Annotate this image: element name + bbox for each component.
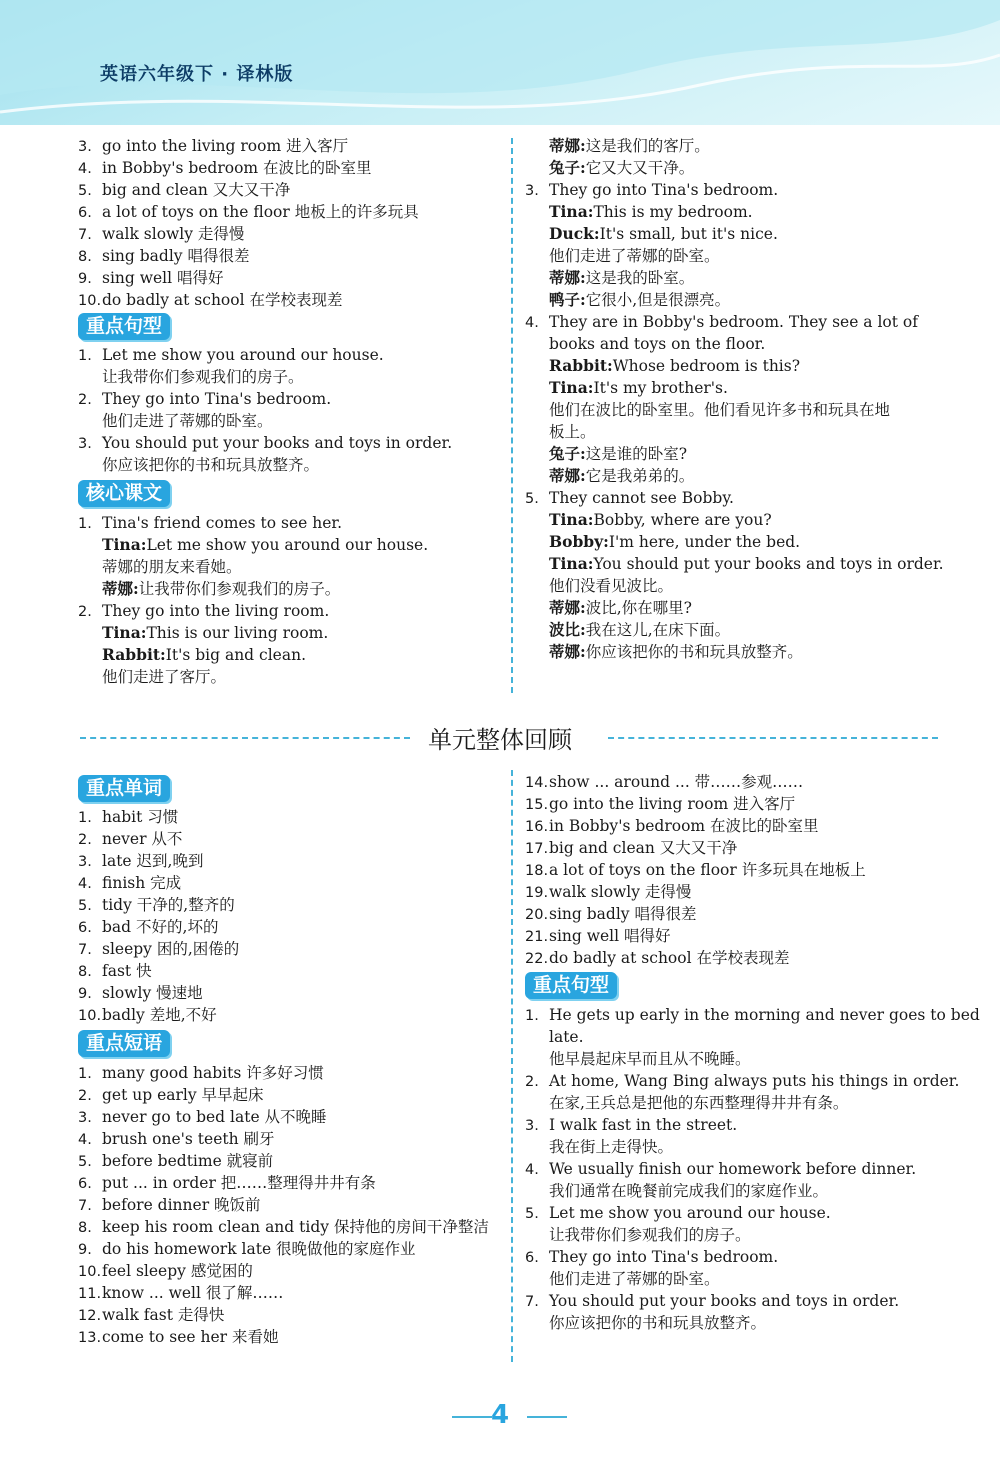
line-text: go into the living room 进入客厅 [102, 137, 349, 155]
phrase-item [78, 289, 342, 312]
text-line [525, 311, 918, 334]
sentence-zh: 你应该把你的书和玩具放整齐。 [102, 456, 320, 474]
item-number: 5. [525, 1206, 539, 1222]
line-text: sing badly 唱得很差 [549, 905, 697, 923]
text-line [549, 333, 765, 355]
item-number: 22. [525, 951, 549, 967]
phrase-item [78, 245, 249, 268]
line-text: never 从不 [102, 830, 183, 848]
text-line [549, 553, 944, 575]
phrase-item [78, 223, 244, 246]
phrase-item [525, 793, 795, 816]
item-number: 5. [78, 1154, 92, 1170]
item-number: 10. [78, 1264, 102, 1280]
item-number: 11. [78, 1286, 102, 1302]
line-text: before dinner 晚饭前 [102, 1196, 261, 1214]
phrase-item [78, 179, 290, 202]
item-number: 5. [525, 491, 539, 507]
line-text: They go into Tina's bedroom. [549, 1248, 779, 1266]
word-item [78, 938, 239, 961]
line-text: habit 习惯 [102, 808, 179, 826]
item-number: 3. [78, 1110, 92, 1126]
speaker-name: Bobby: [549, 532, 609, 551]
line-text: a lot of toys on the floor 地板上的许多玩具 [102, 203, 419, 221]
sentence-zh: 我们通常在晚餐前完成我们的家庭作业。 [549, 1182, 829, 1200]
line-text: badly 差地,不好 [102, 1006, 217, 1024]
speaker-name: 蒂娜: [549, 598, 586, 617]
phrase-item [78, 1326, 279, 1349]
phrase-item [78, 1216, 489, 1239]
column-divider-top [511, 138, 513, 693]
line-text: sing badly 唱得很差 [102, 247, 250, 265]
phrase-item [525, 881, 691, 904]
text-line [549, 641, 803, 663]
item-number: 2. [78, 604, 92, 620]
speaker-line: 这是谁的卧室? [585, 445, 688, 463]
speaker-line: 这是我的卧室。 [585, 269, 695, 287]
item-number: 10. [78, 1008, 102, 1024]
speaker-name: 蒂娜: [549, 268, 586, 287]
speaker-name: 鸭子: [549, 290, 586, 309]
line-text: Let me show you around our house. [549, 1204, 831, 1222]
line-text: You should put your books and toys in order. [549, 1292, 900, 1310]
line-text: many good habits 许多好习惯 [102, 1064, 324, 1082]
line-text: 他们没看见波比。 [549, 577, 674, 595]
text-line [549, 245, 720, 267]
phrase-item [78, 267, 224, 290]
item-number: 21. [525, 929, 549, 945]
book-title: 英语六年级下 · 译林版 [100, 64, 294, 85]
phrase-item [78, 135, 348, 158]
word-item [78, 828, 182, 851]
item-number: 2. [78, 1088, 92, 1104]
line-text: We usually finish our homework before dinner. [549, 1160, 917, 1178]
item-number: 9. [78, 986, 92, 1002]
phrase-item [78, 1084, 264, 1107]
line-text: They cannot see Bobby. [549, 489, 734, 507]
speaker-line: 我在这儿,在床下面。 [585, 621, 731, 639]
item-number: 10. [78, 293, 102, 309]
line-text: brush one's teeth 刷牙 [102, 1130, 275, 1148]
sentence-en [525, 1246, 778, 1269]
speaker-name: Tina: [102, 535, 147, 554]
item-number: 2. [78, 392, 92, 408]
item-number: 15. [525, 797, 549, 813]
sentence-zh: 他们走进了蒂娜的卧室。 [102, 412, 273, 430]
sentence-zh: 让我带你们参观我们的房子。 [102, 368, 304, 386]
sentence-zh: 在家,王兵总是把他的东西整理得井井有条。 [549, 1094, 849, 1112]
line-text: get up early 早早起床 [102, 1086, 264, 1104]
text-line [549, 443, 687, 465]
speaker-name: Tina: [549, 378, 594, 397]
item-number: 1. [78, 348, 92, 364]
line-text: bad 不好的,坏的 [102, 918, 219, 936]
speaker-name: Tina: [549, 554, 594, 573]
item-number: 3. [78, 854, 92, 870]
line-text: do his homework late 很晚做他的家庭作业 [102, 1240, 416, 1258]
line-text: keep his room clean and tidy 保持他的房间干净整洁 [102, 1218, 489, 1236]
line-text: sleepy 困的,困倦的 [102, 940, 240, 958]
item-number: 3. [78, 436, 92, 452]
line-text: feel sleepy 感觉困的 [102, 1262, 253, 1280]
line-text: You should put your books and toys in order. [102, 434, 453, 452]
sentence-en [78, 388, 331, 411]
line-text: At home, Wang Bing always puts his things in order. [549, 1072, 960, 1090]
phrase-item [78, 1304, 224, 1327]
line-text: books and toys on the floor. [549, 335, 766, 353]
speaker-line: This is our living room. [146, 624, 329, 642]
item-number: 5. [78, 183, 92, 199]
item-number: 6. [78, 1176, 92, 1192]
text-line [549, 201, 753, 223]
text-line [549, 355, 800, 377]
phrase-item [78, 1282, 283, 1305]
line-text: They are in Bobby's bedroom. They see a lot of [549, 313, 918, 331]
line-text: finish 完成 [102, 874, 182, 892]
speaker-line: 这是我们的客厅。 [585, 137, 710, 155]
line-text: Tina's friend comes to see her. [102, 514, 343, 532]
speaker-line: It's small, but it's nice. [599, 225, 778, 243]
line-text: go into the living room 进入客厅 [549, 795, 796, 813]
word-item [78, 894, 235, 917]
phrase-item [525, 947, 789, 970]
line-text: slowly 慢速地 [102, 984, 203, 1002]
text-line [549, 377, 728, 399]
item-number: 19. [525, 885, 549, 901]
item-number: 4. [525, 1162, 539, 1178]
line-text: never go to bed late 从不晚睡 [102, 1108, 327, 1126]
item-number: 2. [525, 1074, 539, 1090]
text-line [549, 223, 778, 245]
speaker-line: Let me show you around our house. [146, 536, 429, 554]
speaker-name: Tina: [549, 510, 594, 529]
line-text: They go into the living room. [102, 602, 330, 620]
key-sentences-badge: 重点句型 [78, 313, 170, 340]
line-text: late 迟到,晚到 [102, 852, 204, 870]
word-item [78, 1004, 217, 1027]
phrase-item [78, 1260, 253, 1283]
item-number: 13. [78, 1330, 102, 1346]
sentence-en [525, 1202, 831, 1225]
key-phrases-badge: 重点短语 [78, 1030, 170, 1057]
text-line [549, 575, 673, 597]
sentence-en [525, 1070, 959, 1093]
line-text: I walk fast in the street. [549, 1116, 738, 1134]
line-text: a lot of toys on the floor 许多玩具在地板上 [549, 861, 866, 879]
phrase-item [78, 1238, 416, 1261]
word-item [78, 916, 218, 939]
line-text: in Bobby's bedroom 在波比的卧室里 [102, 159, 372, 177]
item-number: 12. [78, 1308, 102, 1324]
line-text: He gets up early in the morning and never goes to bed [549, 1006, 980, 1024]
sentence-zh: 我在街上走得快。 [549, 1138, 674, 1156]
line-text: walk fast 走得快 [102, 1306, 225, 1324]
item-number: 16. [525, 819, 549, 835]
text-line [102, 534, 428, 556]
phrase-item [78, 1172, 376, 1195]
text-line [549, 157, 694, 179]
speaker-line: It's big and clean. [165, 646, 306, 664]
line-text: fast 快 [102, 962, 152, 980]
item-number: 7. [78, 942, 92, 958]
phrase-item [78, 1106, 327, 1129]
text-line [102, 644, 306, 666]
phrase-item [525, 771, 803, 794]
line-text: tidy 干净的,整齐的 [102, 896, 235, 914]
item-number: 9. [78, 271, 92, 287]
phrase-item [78, 1062, 324, 1085]
speaker-name: 兔子: [549, 158, 586, 177]
phrase-item [78, 157, 372, 180]
speaker-line: 它是我弟弟的。 [585, 467, 695, 485]
item-number: 9. [78, 1242, 92, 1258]
item-number: 2. [78, 832, 92, 848]
line-text: 板上。 [549, 423, 596, 441]
speaker-name: 波比: [549, 620, 586, 639]
item-number: 18. [525, 863, 549, 879]
text-line [78, 512, 342, 535]
text-line [549, 597, 692, 619]
phrase-item [78, 1150, 273, 1173]
speaker-name: Duck: [549, 224, 600, 243]
speaker-line: You should put your books and toys in order. [593, 555, 944, 573]
item-number: 8. [78, 1220, 92, 1236]
sentence-en [78, 344, 384, 367]
text-line [102, 666, 226, 688]
sentence-zh: 让我带你们参观我们的房子。 [549, 1226, 751, 1244]
speaker-line: 让我带你们参观我们的房子。 [138, 580, 341, 598]
sentence-en [525, 1004, 980, 1027]
item-number: 4. [78, 876, 92, 892]
item-number: 4. [78, 161, 92, 177]
phrase-item [525, 815, 819, 838]
word-item [78, 872, 181, 895]
text-line [549, 289, 730, 311]
item-number: 3. [525, 183, 539, 199]
line-text: 他们走进了客厅。 [102, 668, 227, 686]
phrase-item [525, 903, 696, 926]
speaker-line: Bobby, where are you? [593, 511, 772, 529]
item-number: 1. [78, 1066, 92, 1082]
line-text: in Bobby's bedroom 在波比的卧室里 [549, 817, 819, 835]
text-line [102, 556, 242, 578]
line-text: 蒂娜的朋友来看她。 [102, 558, 242, 576]
speaker-name: 蒂娜: [549, 466, 586, 485]
column-divider-bottom [511, 770, 513, 1362]
key-sentences-badge: 重点句型 [525, 972, 617, 999]
speaker-name: Tina: [102, 623, 147, 642]
item-number: 1. [78, 516, 92, 532]
text-line [78, 600, 329, 623]
section-rule-right [608, 737, 938, 739]
speaker-line: 它又大又干净。 [585, 159, 695, 177]
text-line [102, 578, 340, 600]
line-text: They go into Tina's bedroom. [549, 181, 779, 199]
line-text: do badly at school 在学校表现差 [549, 949, 790, 967]
line-text: Let me show you around our house. [102, 346, 384, 364]
line-text: big and clean 又大又干净 [549, 839, 738, 857]
phrase-item [78, 1128, 275, 1151]
line-text: come to see her 来看她 [102, 1328, 279, 1346]
speaker-line: Whose bedroom is this? [612, 357, 801, 375]
item-number: 20. [525, 907, 549, 923]
item-number: 17. [525, 841, 549, 857]
text-line [549, 267, 694, 289]
page-number: 4 [490, 1400, 510, 1430]
phrase-item [78, 201, 419, 224]
line-text: They go into Tina's bedroom. [102, 390, 332, 408]
text-line [525, 179, 778, 202]
speaker-line: 波比,你在哪里? [585, 599, 692, 617]
line-text: sing well 唱得好 [549, 927, 671, 945]
item-number: 7. [78, 1198, 92, 1214]
line-text: do badly at school 在学校表现差 [102, 291, 343, 309]
line-text: 他们走进了蒂娜的卧室。 [549, 247, 720, 265]
line-text: know ... well 很了解…… [102, 1284, 284, 1302]
text-line [549, 135, 710, 157]
sentence-en-cont: late. [549, 1028, 584, 1046]
item-number: 7. [525, 1294, 539, 1310]
speaker-line: 它很小,但是很漂亮。 [585, 291, 731, 309]
phrase-item [525, 837, 737, 860]
sentence-en [525, 1158, 916, 1181]
item-number: 6. [78, 205, 92, 221]
line-text: show ... around ... 带……参观…… [549, 773, 804, 791]
speaker-name: Tina: [549, 202, 594, 221]
text-line [102, 622, 328, 644]
speaker-name: 蒂娜: [549, 642, 586, 661]
speaker-line: I'm here, under the bed. [608, 533, 801, 551]
sentence-zh: 他早晨起床早而且从不晚睡。 [549, 1050, 751, 1068]
speaker-name: 蒂娜: [549, 136, 586, 155]
footer-rule-right [527, 1416, 567, 1418]
text-line [549, 421, 596, 443]
text-line [525, 487, 734, 510]
sentence-en [525, 1114, 737, 1137]
sentence-zh: 你应该把你的书和玩具放整齐。 [549, 1314, 767, 1332]
line-text: put ... in order 把……整理得井井有条 [102, 1174, 376, 1192]
item-number: 4. [525, 315, 539, 331]
line-text: big and clean 又大又干净 [102, 181, 291, 199]
speaker-line: It's my brother's. [593, 379, 728, 397]
line-text: walk slowly 走得慢 [549, 883, 692, 901]
line-text: walk slowly 走得慢 [102, 225, 245, 243]
word-item [78, 850, 203, 873]
text-line [549, 619, 730, 641]
item-number: 4. [78, 1132, 92, 1148]
text-line [549, 399, 890, 421]
line-text: sing well 唱得好 [102, 269, 224, 287]
speaker-line: 你应该把你的书和玩具放整齐。 [585, 643, 803, 661]
sentence-en [78, 432, 452, 455]
speaker-name: Rabbit: [102, 645, 166, 664]
word-item [78, 982, 203, 1005]
speaker-name: 兔子: [549, 444, 586, 463]
item-number: 8. [78, 964, 92, 980]
line-text: 他们在波比的卧室里。他们看见许多书和玩具在地 [549, 401, 891, 419]
text-line [549, 531, 800, 553]
item-number: 1. [525, 1008, 539, 1024]
item-number: 8. [78, 249, 92, 265]
sentence-zh: 他们走进了蒂娜的卧室。 [549, 1270, 720, 1288]
core-text-badge: 核心课文 [78, 480, 170, 507]
item-number: 3. [525, 1118, 539, 1134]
line-text: before bedtime 就寝前 [102, 1152, 274, 1170]
key-words-badge: 重点单词 [78, 775, 170, 802]
word-item [78, 960, 152, 983]
item-number: 1. [78, 810, 92, 826]
item-number: 14. [525, 775, 549, 791]
speaker-name: Rabbit: [549, 356, 613, 375]
text-line [549, 509, 772, 531]
speaker-name: 蒂娜: [102, 579, 139, 598]
phrase-item [525, 925, 671, 948]
section-title: 单元整体回顾 [428, 726, 572, 754]
phrase-item [78, 1194, 261, 1217]
word-item [78, 806, 178, 829]
item-number: 7. [78, 227, 92, 243]
item-number: 6. [525, 1250, 539, 1266]
sentence-en [525, 1290, 899, 1313]
speaker-line: This is my bedroom. [593, 203, 753, 221]
phrase-item [525, 859, 866, 882]
item-number: 5. [78, 898, 92, 914]
item-number: 6. [78, 920, 92, 936]
item-number: 3. [78, 139, 92, 155]
text-line [549, 465, 694, 487]
